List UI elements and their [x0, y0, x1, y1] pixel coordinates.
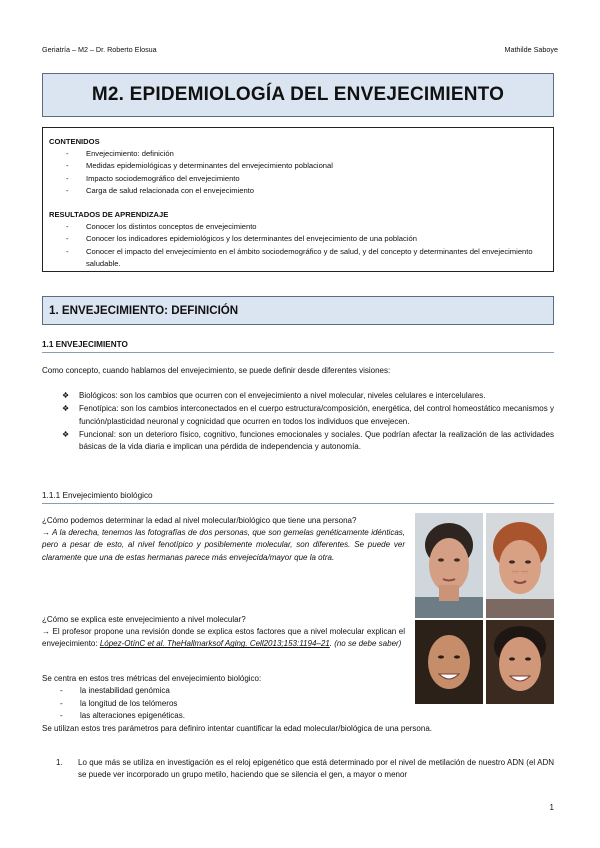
contents-list [49, 148, 547, 197]
subsubsection-heading: 1.1.1 Envejecimiento biológico [42, 491, 554, 504]
list-item: - Carga de salud relacionada con el envejecimiento [66, 185, 255, 195]
diamond-bullet-icon: ❖ [62, 404, 70, 414]
list-item: - las alteraciones epigenéticas. [60, 711, 185, 721]
list-item: - Conocer los indicadores epidemiológicos y los determinantes del envejecimiento de una población [66, 234, 417, 244]
list-item: - Conocer los distintos conceptos de envejecimiento [66, 222, 257, 232]
list-item: - Impacto sociodemográfico del envejecimiento [66, 173, 240, 183]
numbered-list [42, 757, 554, 781]
question-text: ¿Cómo se explica este envejecimiento a nivel molecular? [42, 615, 246, 624]
metrics-intro: Se centra en estos tres métricas del envejecimiento biológico: [42, 674, 262, 683]
list-item-text: Lo que más se utiliza en investigación es el reloj epigenético que está determinado por el nivel de metilación de nuestro ADN (el ADN se puede ver incorporado un grupo metilo, haciendo que se silencia el gen, a mayor o menor [78, 758, 554, 780]
list-item: - la inestabilidad genómica [60, 686, 170, 696]
answer-text: → A la derecha, tenemos las fotografías de dos personas, que son gemelas genéticamente idénticas, pero a pesar de esto, al nivel fenotípico y posiblemente molecular, son diferentes. Se puede ver claramente que una de estas hermanas parece más envejecida/mayor que la otra. [42, 528, 405, 562]
contents-heading: CONTENIDOS [49, 137, 100, 146]
title-box [42, 73, 554, 117]
subsection-heading: 1.1 ENVEJECIMIENTO [42, 340, 554, 353]
metrics-list [42, 685, 554, 722]
list-item: - Medidas epidemiológicas y determinantes del envejecimiento poblacional [66, 161, 333, 171]
twin-photo-left [415, 513, 483, 618]
diamond-bullet-icon: ❖ [62, 391, 70, 400]
list-item: - Envejecimiento: definición [66, 149, 174, 159]
metrics-block [42, 673, 554, 735]
document-title: M2. EPIDEMIOLOGÍA DEL ENVEJECIMIENTO [91, 84, 505, 105]
metrics-summary: Se utilizan estos tres parámetros para definiro intentar cuantificar la edad molecular/biológica de una persona. [42, 723, 432, 733]
twin-photo-right [486, 513, 554, 618]
results-list [49, 221, 547, 270]
header-course: Geriatría – M2 – Dr. Roberto Elosua [42, 45, 157, 54]
list-item: - Conocer el impacto del envejecimiento en el ámbito sociodemográfico y de salud, y del concepto y determinantes del envejecimiento saludable. [66, 246, 533, 268]
intro-paragraph: Como concepto, cuando hablamos del envejecimiento, se puede definir desde diferentes visiones: [42, 366, 391, 375]
reference-link[interactable]: López-OtínC et al. TheHallmarksof Aging. Cell2013;153:1194–21 [99, 639, 330, 649]
definition-bullets [62, 390, 554, 454]
list-item: ❖ Funcional: son un deterioro físico, cognitivo, funciones emocionales y sociales. Que podrían afectar la realización de las actividades básicas de la vida diaria e implican una pérdida de independencia y autonomía. [62, 429, 554, 452]
page-number: 1 [549, 803, 554, 812]
header-author: Mathilde Saboye [504, 45, 558, 54]
question-text: ¿Cómo podemos determinar la edad al nivel molecular/biológico que tiene una persona? [42, 516, 357, 525]
question-block-2 [42, 614, 405, 651]
list-item: ❖ Fenotípica: son los cambios interconectados en el cuerpo estructura/composición, energética, del control homeostático mecanismos y función/plasticidad neuronal y cognicidad que ocurren en todos los individuos que envejecen. [62, 404, 554, 426]
diamond-bullet-icon: ❖ [62, 429, 70, 439]
section-heading-box [42, 296, 554, 325]
question-block-1 [42, 515, 405, 564]
list-item: - la longitud de los telómeros [60, 698, 178, 708]
results-heading: RESULTADOS DE APRENDIZAJE [49, 210, 169, 220]
section-title: 1. ENVEJECIMIENTO: DEFINICIÓN [49, 304, 239, 317]
answer-text: → El profesor propone una revisión donde se explica estos factores que a nivel molecular explican el envejecimiento: López-OtínC et al. TheHallmarksof Aging. Cell2013;153:1194–21. (no se debe saber) [42, 627, 405, 649]
contents-box [42, 127, 554, 272]
list-item: ❖ Biológicos: son los cambios que ocurren con el envejecimiento a nivel molecular, niveles celulares e intercelulares. [62, 390, 554, 402]
list-number: 1. [56, 758, 63, 767]
